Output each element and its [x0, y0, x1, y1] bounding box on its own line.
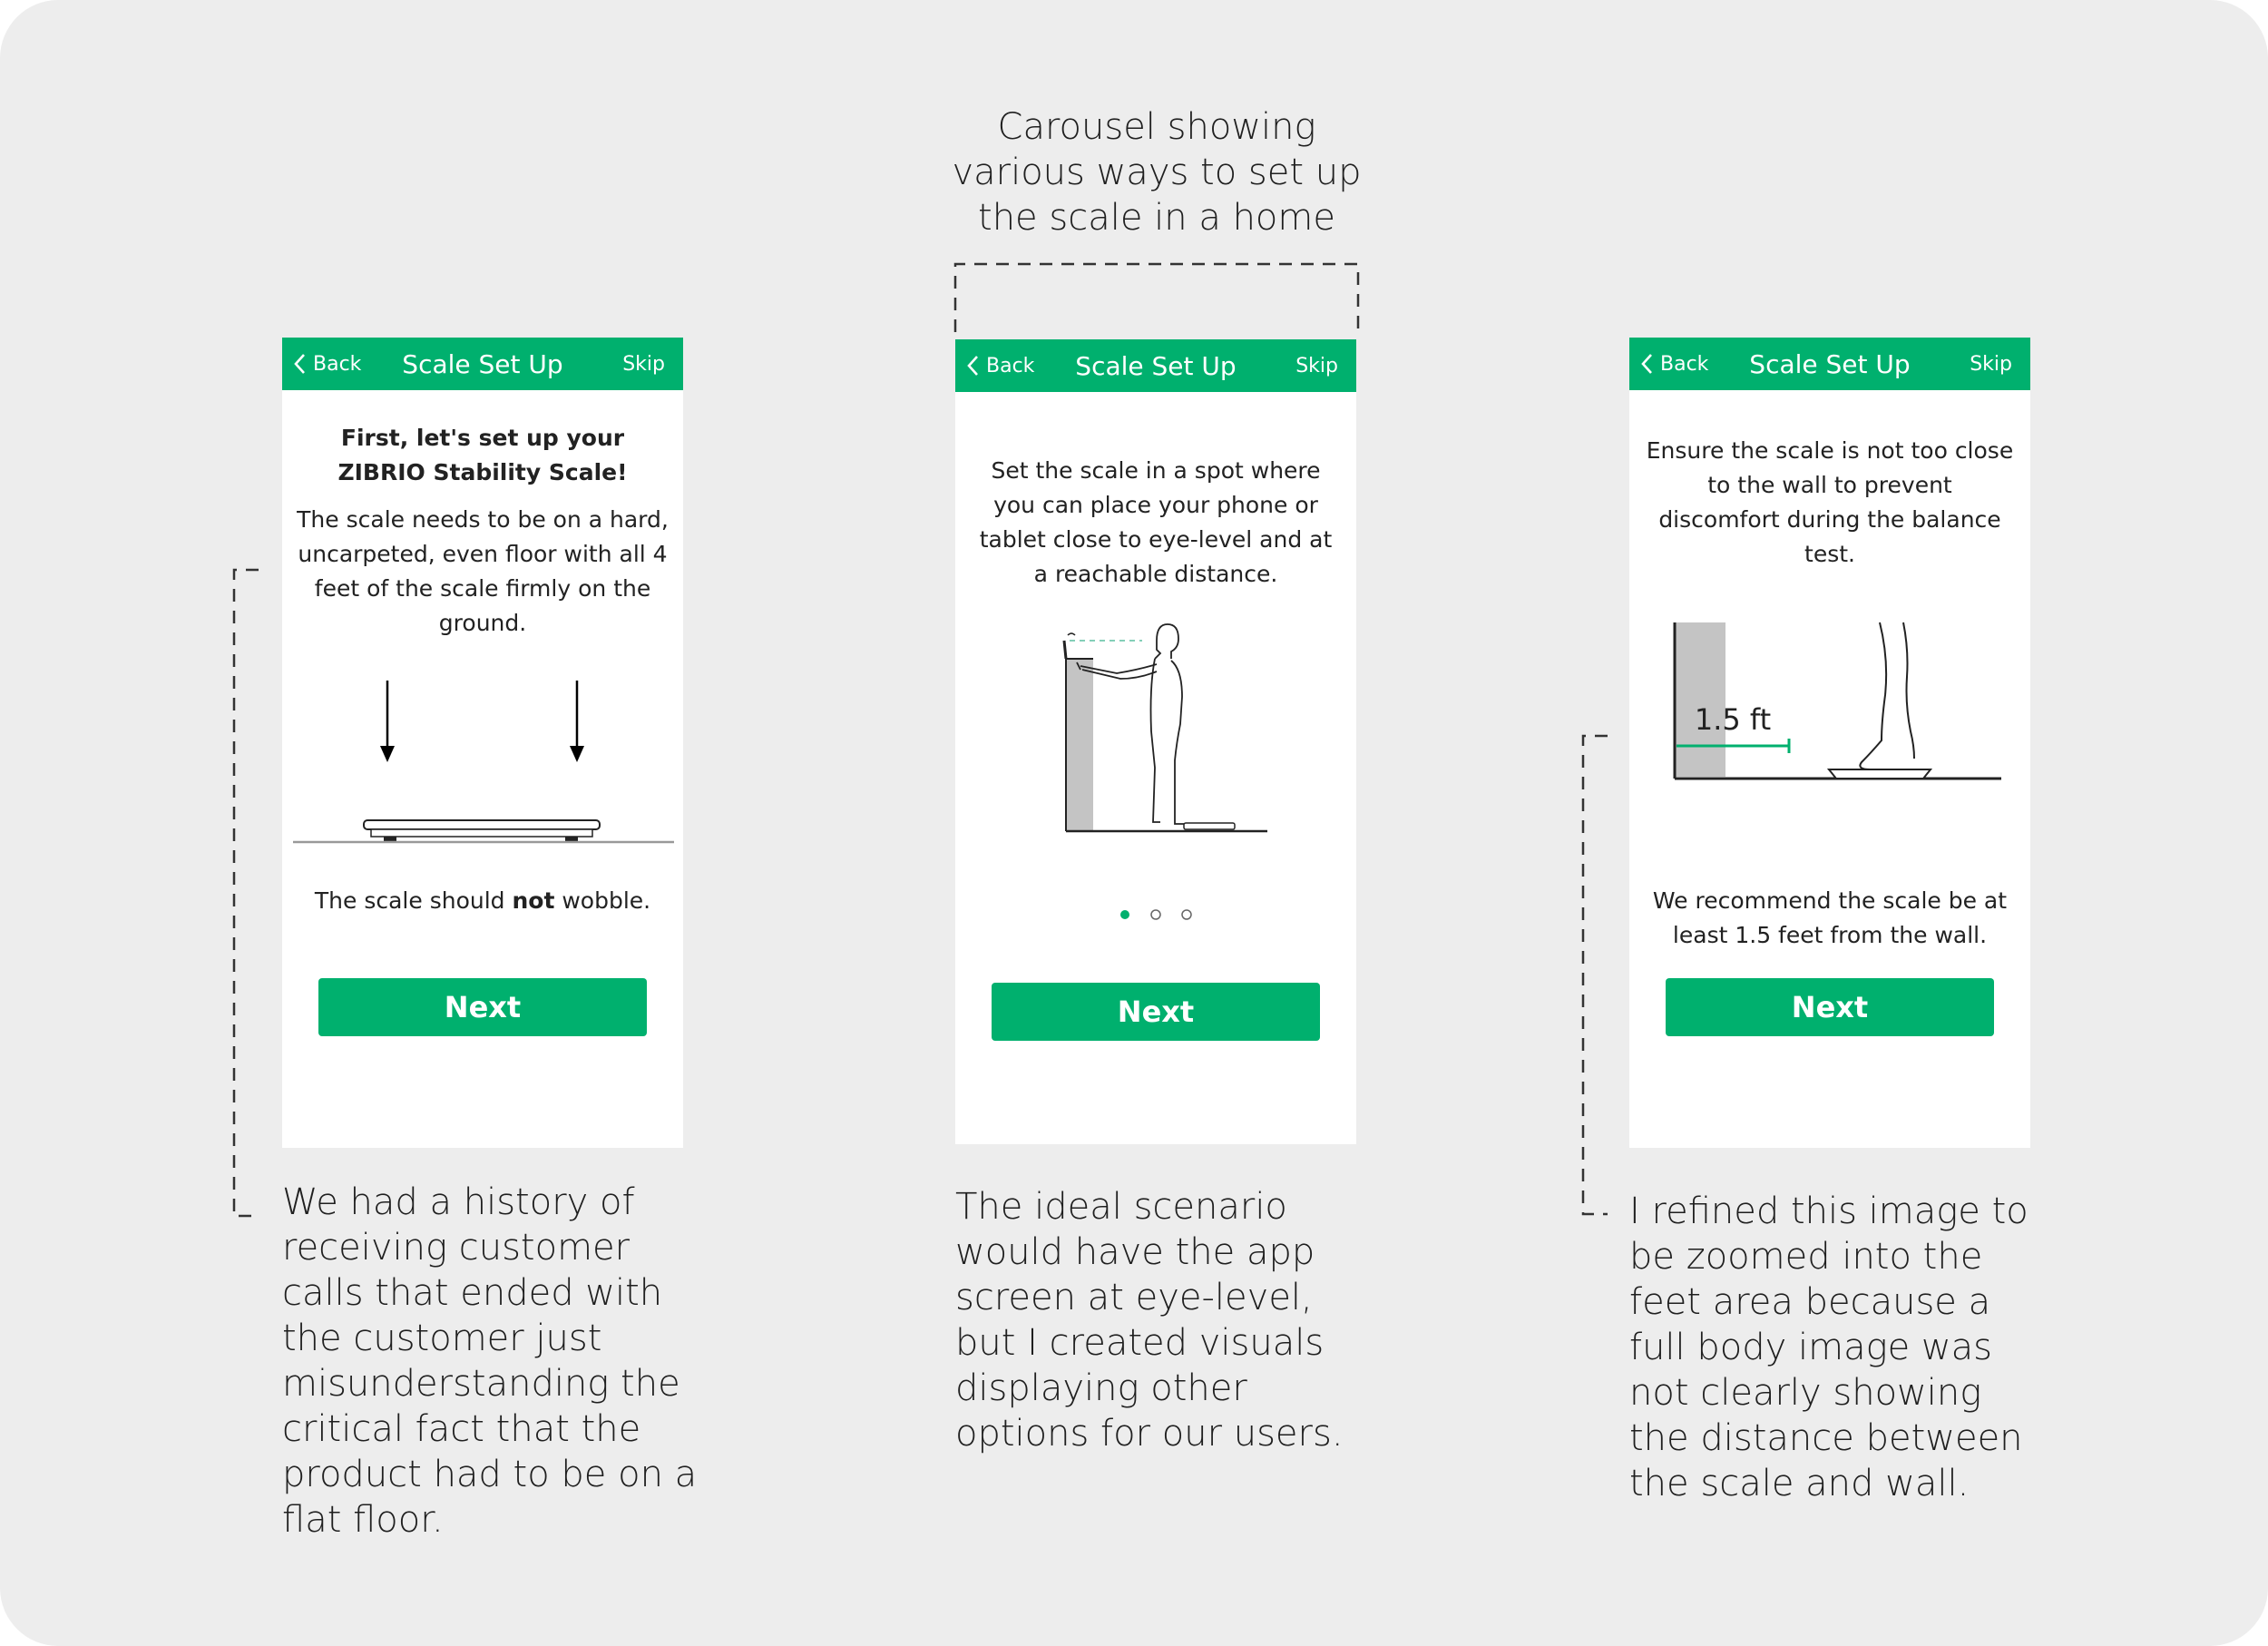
app-header: [955, 339, 1356, 392]
back-label: Back: [986, 354, 1035, 377]
person-at-tablet-illustration: [1055, 621, 1273, 893]
wobble-note: [297, 884, 669, 918]
wobble-note-suffix: wobble.: [554, 887, 651, 914]
distance-recommendation: We recommend the scale be at least 1.5 feet from the wall.: [1652, 887, 2008, 948]
feet-distance-illustration: [1666, 615, 2010, 797]
wobble-note-emphasis: not: [512, 887, 555, 914]
setup-instructions: Ensure the scale is not too close to the wall to prevent discomfort during the balance test.: [1646, 437, 2014, 567]
header-title: Scale Set Up: [402, 348, 563, 379]
phone-screen-2: [955, 339, 1356, 1144]
setup-instructions: The scale needs to be on a hard, uncarpeted, even floor with all 4 feet of the scale firmly on the ground.: [297, 506, 669, 636]
carousel-annotation: Carousel showing various ways to set up the scale in a home: [952, 106, 1362, 239]
carousel-dot[interactable]: [1180, 908, 1193, 921]
setup-instructions: Set the scale in a spot where you can place your phone or tablet close to eye-level and at a reachable distance.: [979, 457, 1333, 587]
scale-on-floor-illustration: [282, 644, 683, 871]
next-button[interactable]: Next: [318, 978, 647, 1036]
phone-screen-1: [282, 338, 683, 1148]
header-title: Scale Set Up: [1749, 348, 1911, 379]
next-button[interactable]: Next: [1666, 978, 1994, 1036]
app-header: [1629, 338, 2030, 390]
caption-right: I refined this image to be zoomed into the feet area because a full body image was not clearly showing the distance between the scale and wall.: [1629, 1190, 2028, 1504]
header-title: Scale Set Up: [1075, 350, 1237, 381]
caption-center: The ideal scenario would have the app screen at eye-level, but I created visuals displaying other options for our users.: [955, 1186, 1344, 1455]
phone-screen-3: [1629, 338, 2030, 1148]
carousel-dot-active[interactable]: [1119, 908, 1131, 921]
carousel-dot[interactable]: [1149, 908, 1162, 921]
setup-heading: First, let's set up your ZIBRIO Stability Scale!: [337, 425, 628, 485]
skip-button[interactable]: Skip: [622, 352, 665, 376]
back-label: Back: [313, 352, 362, 376]
carousel-bracket: [953, 261, 1361, 334]
wobble-note-prefix: The scale should: [314, 887, 513, 914]
skip-button[interactable]: Skip: [1970, 352, 2012, 376]
caption-bracket-right: [1580, 733, 1617, 1220]
carousel-dots: [955, 908, 1356, 921]
app-header: [282, 338, 683, 390]
caption-bracket-left: [231, 567, 268, 1220]
skip-button[interactable]: Skip: [1295, 354, 1338, 377]
caption-left: We had a history of receiving customer calls that ended with the customer just misunderstanding the critical fact that the product had to be on a flat floor.: [282, 1181, 698, 1541]
next-button[interactable]: Next: [992, 983, 1320, 1041]
distance-label: 1.5 ft: [1694, 702, 1772, 737]
back-label: Back: [1660, 352, 1709, 376]
